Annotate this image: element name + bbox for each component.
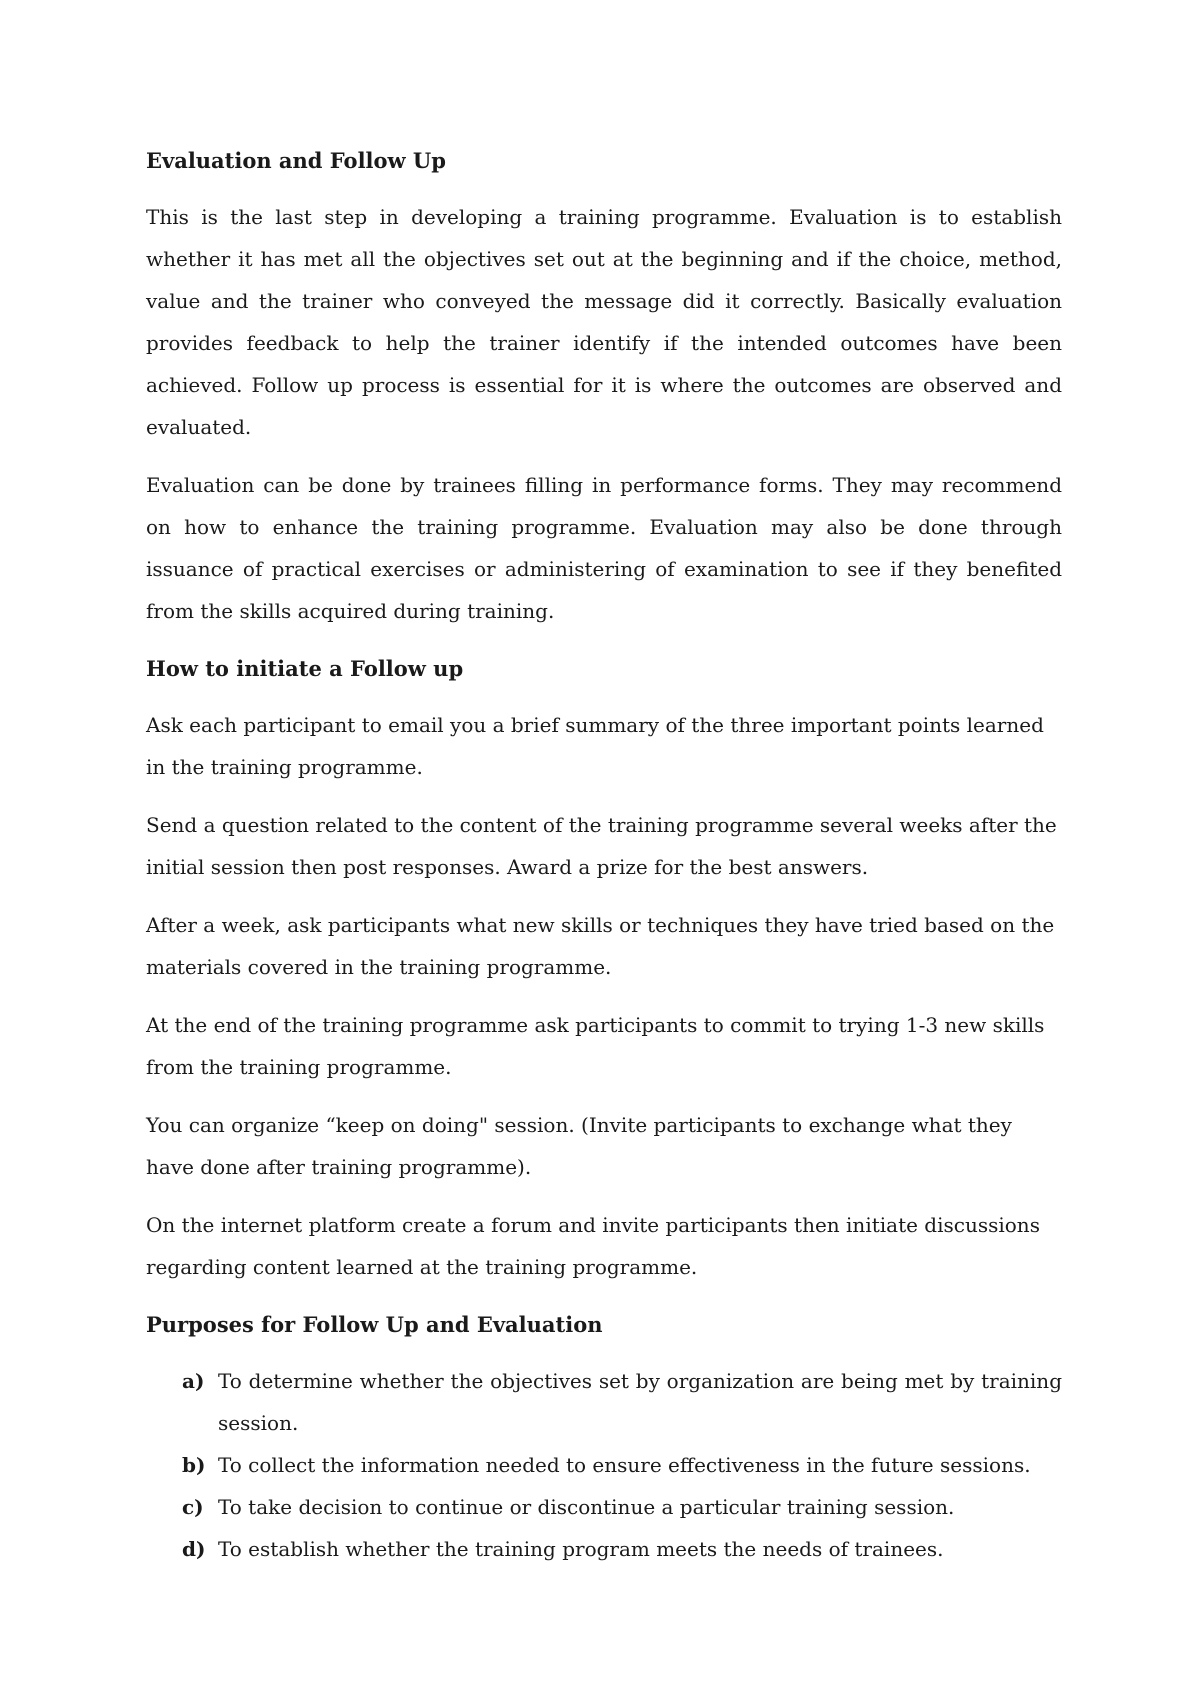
list-item-text: To establish whether the training program meets the needs of trainees. — [218, 1537, 944, 1561]
purposes-list — [146, 1360, 1062, 1570]
list-item — [146, 1486, 1062, 1528]
paragraph: At the end of the training programme ask participants to commit to trying 1-3 new skills from the training programme. — [146, 1013, 1045, 1079]
paragraph: On the internet platform create a forum and invite participants then initiate discussions regarding content learned at the training programme. — [146, 1213, 1040, 1279]
paragraph: You can organize “keep on doing" session. (Invite participants to exchange what they have done after training programme). — [146, 1113, 1012, 1179]
list-item — [146, 1528, 1062, 1570]
list-marker: b) — [182, 1453, 206, 1477]
paragraph: Ask each participant to email you a brief summary of the three important points learned in the training programme. — [146, 713, 1044, 779]
document-page — [146, 140, 1062, 1570]
section-heading-evaluation: Evaluation and Follow Up — [146, 148, 446, 173]
list-item — [146, 1360, 1062, 1444]
section-heading-purposes: Purposes for Follow Up and Evaluation — [146, 1312, 603, 1337]
paragraph: Send a question related to the content of the training programme several weeks after the initial session then post responses. Award a prize for the best answers. — [146, 813, 1057, 879]
list-item — [146, 1444, 1062, 1486]
paragraph: After a week, ask participants what new skills or techniques they have tried based on the materials covered in the training programme. — [146, 913, 1055, 979]
list-item-text: To take decision to continue or discontinue a particular training session. — [218, 1495, 955, 1519]
paragraph: Evaluation can be done by trainees filling in performance forms. They may recommend on how to enhance the training programme. Evaluation may also be done through issuance of practical exercises or administering of examination to see if they benefited from the skills acquired during training. — [146, 473, 1062, 623]
list-item-text: To collect the information needed to ensure effectiveness in the future sessions. — [218, 1453, 1031, 1477]
list-marker: d) — [182, 1537, 206, 1561]
section-heading-initiate-follow-up: How to initiate a Follow up — [146, 656, 464, 681]
list-marker: c) — [182, 1495, 204, 1519]
list-item-text: To determine whether the objectives set by organization are being met by training session. — [218, 1369, 1062, 1435]
paragraph: This is the last step in developing a training programme. Evaluation is to establish whether it has met all the objectives set out at the beginning and if the choice, method, value and the trainer who conveyed the message did it correctly. Basically evaluation provides feedback to help the trainer identify if the intended outcomes have been achieved. Follow up process is essential for it is where the outcomes are observed and evaluated. — [146, 205, 1062, 439]
list-marker: a) — [182, 1369, 205, 1393]
